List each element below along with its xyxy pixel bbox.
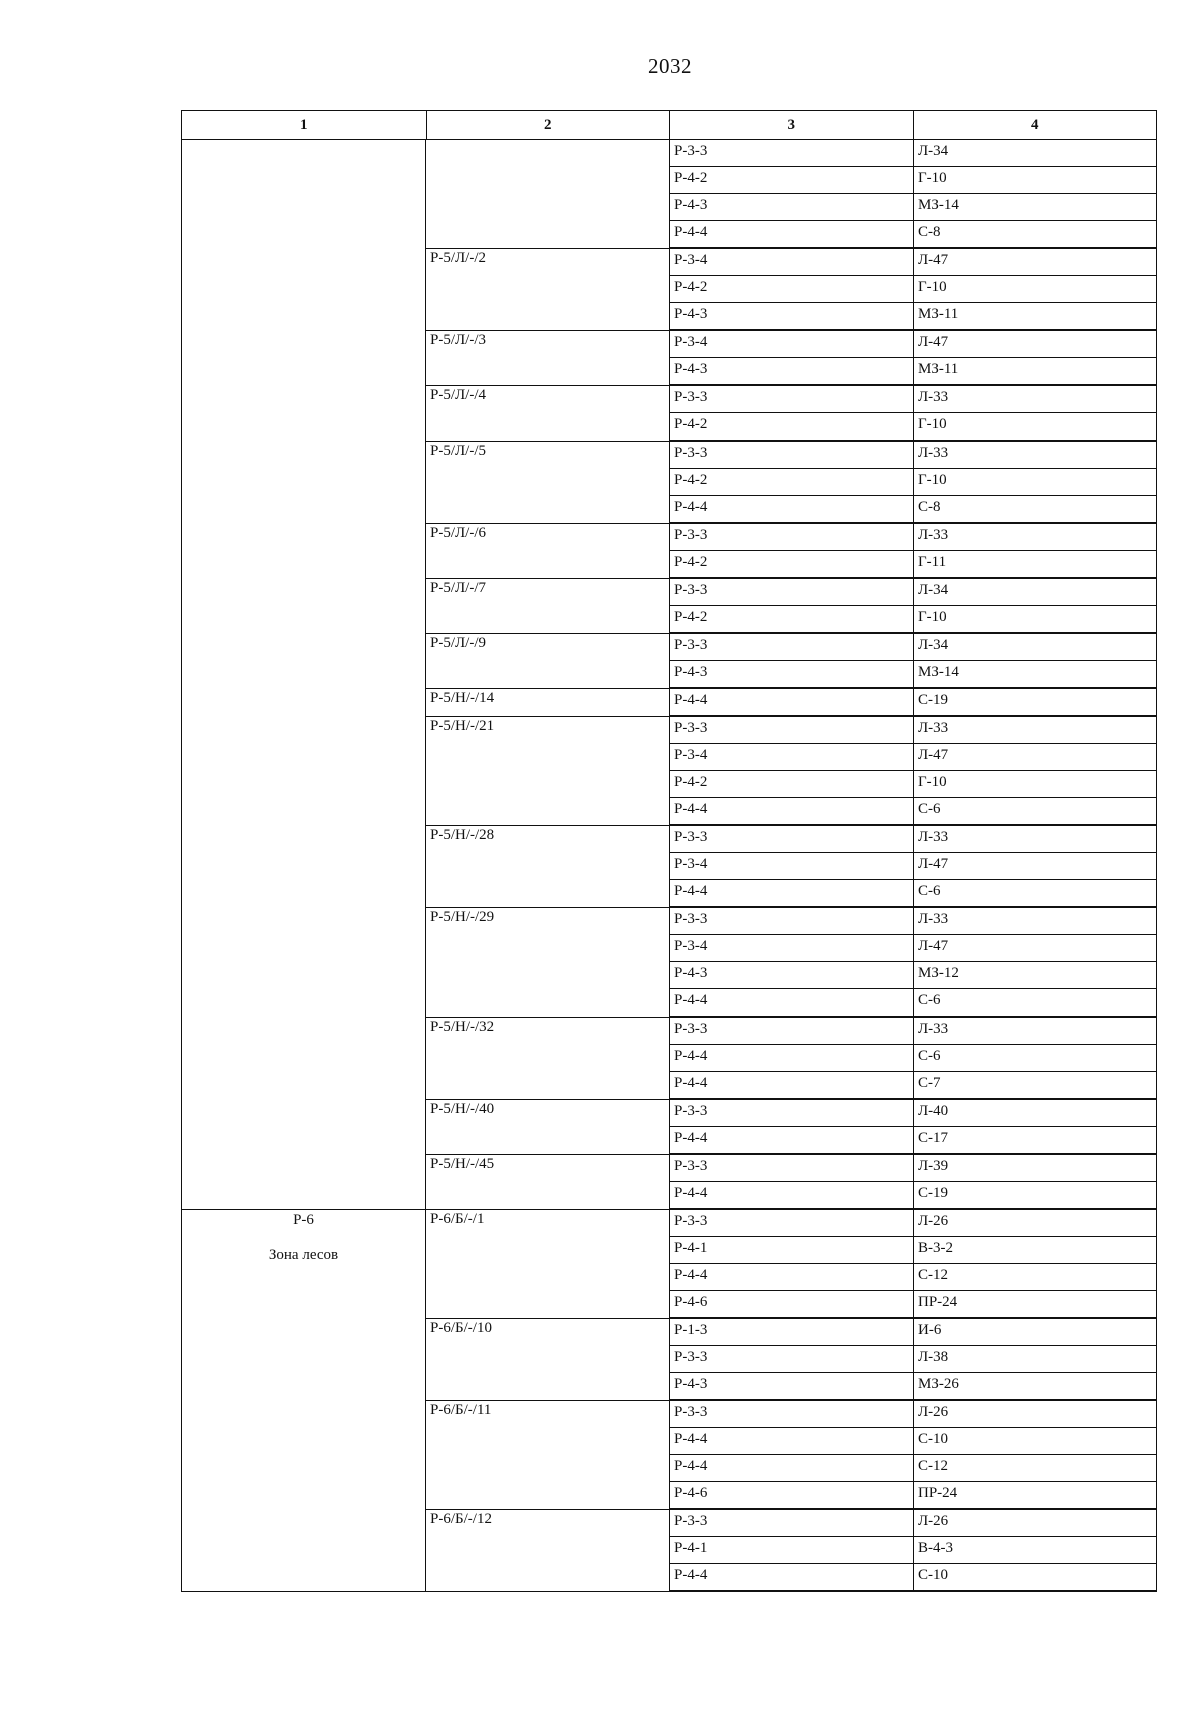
table-row [670, 744, 1157, 771]
cell-col-3: Р-3-3 [670, 1401, 914, 1428]
cell-col-3: Р-3-4 [670, 249, 914, 276]
cell-col-3: Р-3-4 [670, 744, 914, 771]
table-row [670, 469, 1157, 496]
cell-col-3: Р-4-4 [670, 1564, 914, 1591]
cell-col-3: Р-3-3 [670, 634, 914, 661]
cell-col-3: Р-4-2 [670, 276, 914, 303]
cell-col-4: Л-26 [914, 1510, 1157, 1537]
data-table [181, 110, 1157, 1592]
cell-col-4: МЗ-26 [914, 1373, 1157, 1400]
cell-col-4: С-8 [914, 221, 1157, 248]
cell-col-4: С-19 [914, 1182, 1157, 1209]
group-code: Р-5/Л/-/9 [426, 634, 670, 688]
table-row [670, 524, 1157, 551]
cell-col-3: Р-3-3 [670, 579, 914, 606]
table-group [426, 1154, 1157, 1209]
table-group [426, 1210, 1157, 1318]
cell-col-4: МЗ-11 [914, 358, 1157, 385]
cell-col-3: Р-3-3 [670, 1346, 914, 1373]
table-row [670, 1346, 1157, 1373]
group-code: Р-5/Н/-/45 [426, 1155, 670, 1209]
cell-col-3: Р-4-3 [670, 661, 914, 688]
cell-col-4: Л-26 [914, 1210, 1157, 1237]
cell-col-4: Г-10 [914, 276, 1157, 303]
cell-col-4: Г-10 [914, 771, 1157, 798]
cell-col-4: С-6 [914, 798, 1157, 825]
cell-col-3: Р-4-4 [670, 1428, 914, 1455]
cell-col-3: Р-4-3 [670, 194, 914, 221]
cell-col-3: Р-4-4 [670, 1045, 914, 1072]
table-group [426, 1099, 1157, 1154]
cell-col-4: Л-33 [914, 826, 1157, 853]
table-group [426, 825, 1157, 907]
cell-col-4: Г-10 [914, 167, 1157, 194]
table-row [670, 496, 1157, 523]
table-row [670, 140, 1157, 167]
group-code: Р-6/Б/-/12 [426, 1510, 670, 1591]
cell-col-4: С-17 [914, 1127, 1157, 1154]
cell-col-4: Л-38 [914, 1346, 1157, 1373]
cell-col-4: Г-10 [914, 413, 1157, 440]
cell-col-4: С-6 [914, 880, 1157, 907]
cell-col-4: С-12 [914, 1264, 1157, 1291]
cell-col-3: Р-4-4 [670, 221, 914, 248]
group-code: Р-5/Н/-/32 [426, 1018, 670, 1099]
table-row [670, 442, 1157, 469]
cell-col-3: Р-4-4 [670, 1072, 914, 1099]
table-row [670, 606, 1157, 633]
cell-col-4: С-6 [914, 989, 1157, 1016]
zone-label: Зона лесов [268, 1246, 339, 1263]
table-row [670, 249, 1157, 276]
group-code: Р-6/Б/-/10 [426, 1319, 670, 1400]
table-row [670, 386, 1157, 413]
cell-col-4: И-6 [914, 1319, 1157, 1346]
table-row [670, 880, 1157, 907]
cell-col-4: Л-33 [914, 524, 1157, 551]
table-group [426, 523, 1157, 578]
group-code: Р-5/Н/-/40 [426, 1100, 670, 1154]
table-row [670, 1182, 1157, 1209]
cell-col-3: Р-4-4 [670, 496, 914, 523]
table-group [426, 1318, 1157, 1400]
table-row [670, 579, 1157, 606]
table-body [181, 140, 1157, 1592]
cell-col-3: Р-4-4 [670, 798, 914, 825]
cell-col-3: Р-3-3 [670, 908, 914, 935]
cell-col-3: Р-1-3 [670, 1319, 914, 1346]
cell-col-3: Р-4-4 [670, 1127, 914, 1154]
group-code [426, 140, 670, 248]
cell-col-3: Р-3-4 [670, 935, 914, 962]
table-row [670, 1482, 1157, 1509]
zone-block [181, 140, 1157, 1210]
cell-col-4: МЗ-14 [914, 194, 1157, 221]
table-group [426, 140, 1157, 248]
cell-col-3: Р-3-3 [670, 386, 914, 413]
cell-col-4: МЗ-12 [914, 962, 1157, 989]
group-code: Р-5/Н/-/21 [426, 717, 670, 825]
table-row [670, 962, 1157, 989]
table-row [670, 1428, 1157, 1455]
table-row [670, 935, 1157, 962]
table-row [670, 1564, 1157, 1591]
table-row [670, 689, 1157, 716]
cell-col-4: Л-33 [914, 386, 1157, 413]
table-row [670, 634, 1157, 661]
table-row [670, 1401, 1157, 1428]
cell-col-3: Р-4-3 [670, 1373, 914, 1400]
cell-col-3: Р-4-2 [670, 606, 914, 633]
group-code: Р-6/Б/-/1 [426, 1210, 670, 1318]
group-code: Р-5/Л/-/2 [426, 249, 670, 330]
cell-col-4: В-4-3 [914, 1537, 1157, 1564]
table-group [426, 1509, 1157, 1591]
table-group [426, 578, 1157, 633]
table-row [670, 1045, 1157, 1072]
group-code: Р-5/Л/-/6 [426, 524, 670, 578]
cell-col-4: МЗ-14 [914, 661, 1157, 688]
table-row [670, 661, 1157, 688]
cell-col-3: Р-4-4 [670, 989, 914, 1016]
page-number: 2032 [648, 54, 692, 78]
cell-col-4: ПР-24 [914, 1482, 1157, 1509]
cell-col-3: Р-3-3 [670, 1100, 914, 1127]
zone-cell [182, 140, 426, 1209]
cell-col-3: Р-4-3 [670, 962, 914, 989]
table-group [426, 441, 1157, 523]
table-row [670, 853, 1157, 880]
header-col-2: 2 [427, 111, 671, 139]
cell-col-3: Р-4-4 [670, 689, 914, 716]
cell-col-4: Л-33 [914, 717, 1157, 744]
zone-block [181, 1210, 1157, 1593]
group-code: Р-5/Л/-/5 [426, 442, 670, 523]
table-row [670, 1455, 1157, 1482]
group-code: Р-5/Н/-/29 [426, 908, 670, 1016]
table-group [426, 716, 1157, 825]
table-row [670, 1210, 1157, 1237]
cell-col-4: Л-47 [914, 249, 1157, 276]
table-row [670, 221, 1157, 248]
group-code: Р-5/Н/-/14 [426, 689, 670, 716]
cell-col-4: С-10 [914, 1428, 1157, 1455]
table-row [670, 1237, 1157, 1264]
cell-col-3: Р-3-3 [670, 717, 914, 744]
header-col-3: 3 [670, 111, 914, 139]
cell-col-3: Р-3-4 [670, 331, 914, 358]
cell-col-4: Г-10 [914, 606, 1157, 633]
table-group [426, 688, 1157, 716]
table-row [670, 826, 1157, 853]
cell-col-4: В-3-2 [914, 1237, 1157, 1264]
cell-col-4: С-12 [914, 1455, 1157, 1482]
cell-col-4: Л-34 [914, 634, 1157, 661]
cell-col-3: Р-3-3 [670, 140, 914, 167]
table-row [670, 1373, 1157, 1400]
cell-col-3: Р-4-2 [670, 413, 914, 440]
cell-col-3: Р-4-4 [670, 1455, 914, 1482]
cell-col-3: Р-4-2 [670, 551, 914, 578]
table-row [670, 413, 1157, 440]
cell-col-3: Р-4-2 [670, 771, 914, 798]
cell-col-4: МЗ-11 [914, 303, 1157, 330]
cell-col-4: Л-33 [914, 442, 1157, 469]
table-group [426, 1017, 1157, 1099]
cell-col-3: Р-4-3 [670, 303, 914, 330]
table-row [670, 1127, 1157, 1154]
table-row [670, 908, 1157, 935]
group-code: Р-5/Л/-/7 [426, 579, 670, 633]
table-group [426, 248, 1157, 330]
cell-col-4: С-8 [914, 496, 1157, 523]
cell-col-4: Л-47 [914, 935, 1157, 962]
group-code: Р-5/Н/-/28 [426, 826, 670, 907]
header-col-1: 1 [182, 111, 427, 139]
cell-col-3: Р-4-2 [670, 469, 914, 496]
cell-col-4: Л-34 [914, 579, 1157, 606]
table-row [670, 194, 1157, 221]
table-row [670, 303, 1157, 330]
cell-col-3: Р-4-4 [670, 1182, 914, 1209]
cell-col-3: Р-4-1 [670, 1537, 914, 1564]
table-row [670, 1072, 1157, 1099]
table-row [670, 1537, 1157, 1564]
table-group [426, 385, 1157, 440]
table-group [426, 330, 1157, 385]
cell-col-3: Р-3-3 [670, 1018, 914, 1045]
table-row [670, 798, 1157, 825]
table-row [670, 551, 1157, 578]
cell-col-3: Р-3-3 [670, 1155, 914, 1182]
cell-col-4: Л-47 [914, 853, 1157, 880]
cell-col-3: Р-4-4 [670, 1264, 914, 1291]
zone-code: Р-6 [293, 1211, 314, 1228]
cell-col-4: С-10 [914, 1564, 1157, 1591]
cell-col-3: Р-3-3 [670, 1510, 914, 1537]
table-row [670, 717, 1157, 744]
group-code: Р-6/Б/-/11 [426, 1401, 670, 1509]
table-row [670, 1291, 1157, 1318]
cell-col-3: Р-4-1 [670, 1237, 914, 1264]
table-row [670, 167, 1157, 194]
cell-col-3: Р-4-6 [670, 1482, 914, 1509]
cell-col-3: Р-4-6 [670, 1291, 914, 1318]
table-row [670, 1155, 1157, 1182]
cell-col-3: Р-3-3 [670, 1210, 914, 1237]
cell-col-3: Р-3-3 [670, 442, 914, 469]
table-header [181, 110, 1157, 140]
cell-col-4: С-6 [914, 1045, 1157, 1072]
cell-col-3: Р-3-3 [670, 826, 914, 853]
cell-col-4: Г-11 [914, 551, 1157, 578]
cell-col-4: ПР-24 [914, 1291, 1157, 1318]
table-row [670, 1319, 1157, 1346]
cell-col-4: Л-40 [914, 1100, 1157, 1127]
cell-col-4: Г-10 [914, 469, 1157, 496]
group-code: Р-5/Л/-/3 [426, 331, 670, 385]
table-row [670, 771, 1157, 798]
cell-col-4: Л-33 [914, 908, 1157, 935]
table-row [670, 276, 1157, 303]
table-row [670, 989, 1157, 1016]
header-col-4: 4 [1031, 117, 1039, 133]
group-code: Р-5/Л/-/4 [426, 386, 670, 440]
table-group [426, 633, 1157, 688]
cell-col-4: Л-47 [914, 744, 1157, 771]
cell-col-3: Р-4-3 [670, 358, 914, 385]
table-group [426, 907, 1157, 1016]
cell-col-3: Р-3-4 [670, 853, 914, 880]
table-group [426, 1400, 1157, 1509]
cell-col-3: Р-4-4 [670, 880, 914, 907]
cell-col-3: Р-3-3 [670, 524, 914, 551]
cell-col-4: Л-33 [914, 1018, 1157, 1045]
cell-col-4: С-7 [914, 1072, 1157, 1099]
cell-col-4: Л-47 [914, 331, 1157, 358]
table-row [670, 1100, 1157, 1127]
cell-col-4: Л-39 [914, 1155, 1157, 1182]
cell-col-4: Л-34 [914, 140, 1157, 167]
table-row [670, 1510, 1157, 1537]
table-row [670, 1018, 1157, 1045]
table-row [670, 358, 1157, 385]
cell-col-4: Л-26 [914, 1401, 1157, 1428]
table-row [670, 331, 1157, 358]
cell-col-3: Р-4-2 [670, 167, 914, 194]
zone-cell [182, 1210, 426, 1592]
table-row [670, 1264, 1157, 1291]
cell-col-4: С-19 [914, 689, 1157, 716]
